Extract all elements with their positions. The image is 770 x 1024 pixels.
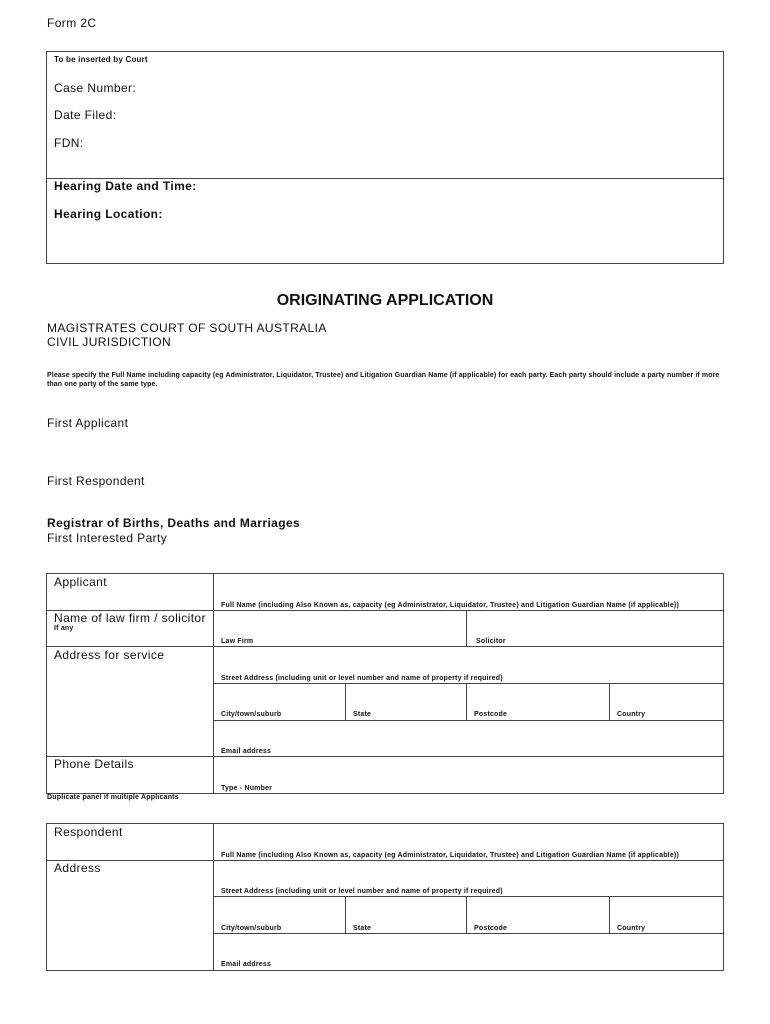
applicant-country-input[interactable]: Country — [617, 711, 646, 718]
applicant-email-input[interactable]: Email address — [221, 748, 272, 755]
applicant-cell-divider — [609, 683, 610, 720]
respondent-full-name-input[interactable]: Full Name (including Also Known as, capacity (eg Administrator, Liquidator, Trustee) and Litigation Guardian Name (if applicable)) — [221, 852, 679, 859]
respondent-cell-divider — [345, 896, 346, 933]
respondent-address-label: Address — [54, 861, 101, 875]
respondent-postcode-input[interactable]: Postcode — [474, 925, 508, 932]
respondent-state-input[interactable]: State — [353, 925, 372, 932]
applicant-street-input[interactable]: Street Address (including unit or level number and name of property if required) — [221, 675, 503, 682]
address-for-service-label: Address for service — [54, 648, 165, 662]
law-firm-label: Name of law firm / solicitor — [54, 611, 206, 625]
respondent-table-column-divider — [213, 823, 214, 971]
phone-input[interactable]: Type - Number — [221, 785, 273, 792]
interested-party-role: First Interested Party — [47, 531, 168, 545]
law-firm-input[interactable]: Law Firm — [221, 638, 254, 645]
applicant-city-input[interactable]: City/town/suburb — [221, 711, 282, 718]
form-id: Form 2C — [47, 16, 97, 30]
applicant-row-divider — [46, 646, 724, 647]
respondent-table — [46, 823, 724, 971]
respondent-label: Respondent — [54, 825, 123, 839]
page-title: ORIGINATING APPLICATION — [276, 292, 494, 309]
solicitor-input[interactable]: Solicitor — [476, 638, 506, 645]
phone-details-label: Phone Details — [54, 757, 134, 771]
applicant-row-divider — [213, 683, 724, 684]
interested-party-name: Registrar of Births, Deaths and Marriages — [47, 516, 301, 530]
applicant-row-divider — [46, 756, 724, 757]
applicant-label: Applicant — [54, 575, 107, 589]
applicant-full-name-input[interactable]: Full Name (including Also Known as, capacity (eg Administrator, Liquidator, Trustee) and Litigation Guardian Name (if applicable)) — [221, 602, 679, 609]
hearing-date-time-label: Hearing Date and Time: — [54, 179, 197, 193]
court-name: MAGISTRATES COURT OF SOUTH AUSTRALIA — [47, 321, 327, 335]
respondent-row-divider — [46, 860, 724, 861]
respondent-cell-divider — [609, 896, 610, 933]
jurisdiction: CIVIL JURISDICTION — [47, 335, 172, 349]
applicant-cell-divider — [466, 610, 467, 646]
duplicate-panel-note: Duplicate panel if multiple Applicants — [47, 794, 179, 801]
applicant-postcode-input[interactable]: Postcode — [474, 711, 508, 718]
applicant-cell-divider — [466, 683, 467, 720]
respondent-cell-divider — [466, 896, 467, 933]
instructions: Please specify the Full Name including capacity (eg Administrator, Liquidator, Trustee) and Litigation Guardian Name (if applicable) for each party. Each party should include a party number if more than one party of the same type. — [47, 372, 720, 388]
first-applicant-label: First Applicant — [47, 416, 129, 430]
respondent-street-input[interactable]: Street Address (including unit or level number and name of property if required) — [221, 888, 503, 895]
applicant-row-divider — [213, 720, 724, 721]
respondent-country-input[interactable]: Country — [617, 925, 646, 932]
date-filed-label: Date Filed: — [54, 108, 117, 122]
applicant-state-input[interactable]: State — [353, 711, 372, 718]
court-box — [46, 51, 724, 264]
respondent-city-input[interactable]: City/town/suburb — [221, 925, 282, 932]
respondent-email-input[interactable]: Email address — [221, 961, 272, 968]
fdn-label: FDN: — [54, 136, 84, 150]
respondent-row-divider — [213, 933, 724, 934]
applicant-cell-divider — [345, 683, 346, 720]
case-number-label: Case Number: — [54, 81, 137, 95]
hearing-location-label: Hearing Location: — [54, 207, 163, 221]
court-box-header: To be inserted by Court — [54, 55, 148, 64]
if-any-note: If any — [54, 625, 74, 632]
first-respondent-label: First Respondent — [47, 474, 145, 488]
respondent-row-divider — [213, 896, 724, 897]
